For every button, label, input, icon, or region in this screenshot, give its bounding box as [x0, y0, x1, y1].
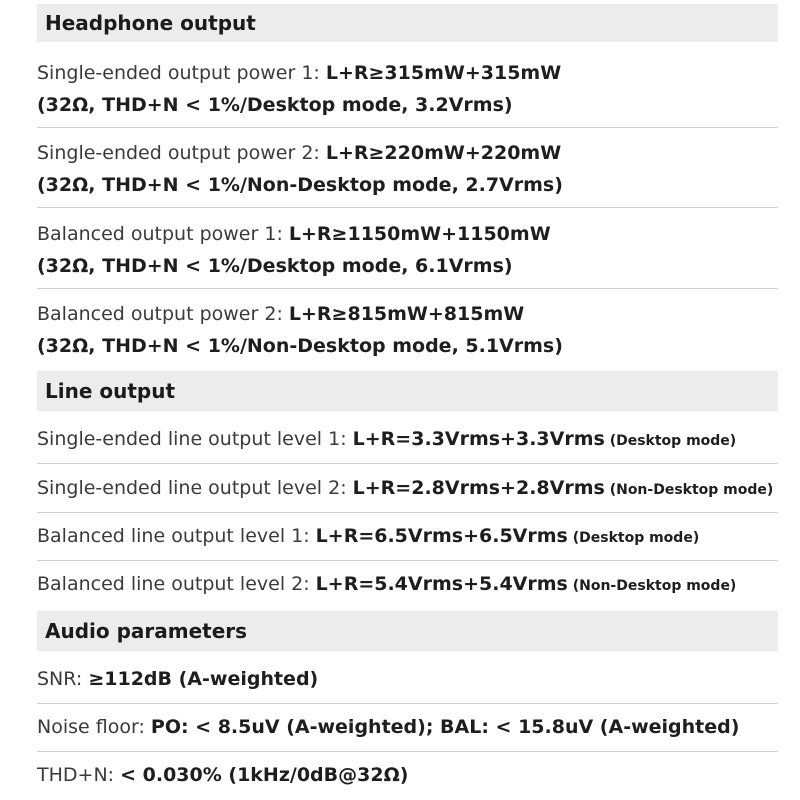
spec-label: SNR:	[37, 668, 89, 690]
spec-detail: (32Ω, THD+N < 1%/Non-Desktop mode, 2.7Vrms)	[37, 174, 563, 196]
spec-note: (Non-Desktop mode)	[604, 482, 774, 498]
spec-row-se-line-2	[37, 472, 778, 506]
spec-value: L+R=6.5Vrms+6.5Vrms	[315, 525, 568, 547]
spec-row-bal-line-1	[37, 520, 778, 554]
divider	[37, 751, 778, 752]
spec-label: THD+N:	[37, 764, 121, 786]
spec-label: Single-ended line output level 1:	[37, 428, 353, 450]
section-title: Audio parameters	[45, 619, 248, 643]
spec-label: Noise floor:	[37, 716, 151, 738]
spec-label: Balanced output power 2:	[37, 303, 289, 325]
divider	[37, 512, 778, 513]
spec-row-se-line-1	[37, 423, 778, 457]
spec-value: L+R≥1150mW+1150mW	[288, 223, 551, 245]
spec-value: L+R≥315mW+315mW	[325, 62, 562, 84]
spec-label: Balanced line output level 1:	[37, 525, 316, 547]
spec-label: Single-ended output power 1:	[37, 62, 326, 84]
spec-row-bal-line-2	[37, 568, 778, 602]
spec-value: L+R=3.3Vrms+3.3Vrms	[352, 428, 605, 450]
spec-note: (Desktop mode)	[604, 433, 737, 449]
section-header-line-output	[37, 371, 778, 411]
spec-label: Single-ended line output level 2:	[37, 477, 353, 499]
divider	[37, 127, 778, 128]
section-header-headphone-output	[37, 4, 778, 42]
spec-row-se-power-1	[37, 57, 778, 121]
spec-value: L+R=5.4Vrms+5.4Vrms	[315, 573, 568, 595]
divider	[37, 207, 778, 208]
divider	[37, 288, 778, 289]
spec-value: ≥112dB (A-weighted)	[88, 668, 319, 690]
section-header-audio-parameters	[37, 611, 778, 651]
divider	[37, 560, 778, 561]
spec-label: Single-ended output power 2:	[37, 142, 326, 164]
section-title: Headphone output	[45, 11, 256, 35]
divider	[37, 463, 778, 464]
spec-detail: (32Ω, THD+N < 1%/Non-Desktop mode, 5.1Vrms)	[37, 335, 563, 357]
divider	[37, 703, 778, 704]
spec-row-se-power-2	[37, 137, 778, 201]
section-title: Line output	[45, 379, 176, 403]
spec-value: PO: < 8.5uV (A-weighted); BAL: < 15.8uV (A-weighted)	[150, 716, 740, 738]
spec-value: L+R=2.8Vrms+2.8Vrms	[352, 477, 605, 499]
spec-detail: (32Ω, THD+N < 1%/Desktop mode, 3.2Vrms)	[37, 94, 513, 116]
spec-row-snr	[37, 663, 778, 695]
spec-label: Balanced line output level 2:	[37, 573, 316, 595]
spec-detail: (32Ω, THD+N < 1%/Desktop mode, 6.1Vrms)	[37, 255, 513, 277]
spec-note: (Desktop mode)	[567, 530, 700, 546]
spec-row-noise-floor	[37, 711, 778, 743]
spec-row-thd-n	[37, 759, 778, 791]
spec-row-bal-power-1	[37, 218, 778, 282]
spec-value: L+R≥815mW+815mW	[288, 303, 525, 325]
spec-label: Balanced output power 1:	[37, 223, 289, 245]
spec-note: (Non-Desktop mode)	[567, 578, 737, 594]
spec-value: L+R≥220mW+220mW	[325, 142, 562, 164]
spec-value: < 0.030% (1kHz/0dB@32Ω)	[120, 764, 409, 786]
spec-row-bal-power-2	[37, 298, 778, 362]
